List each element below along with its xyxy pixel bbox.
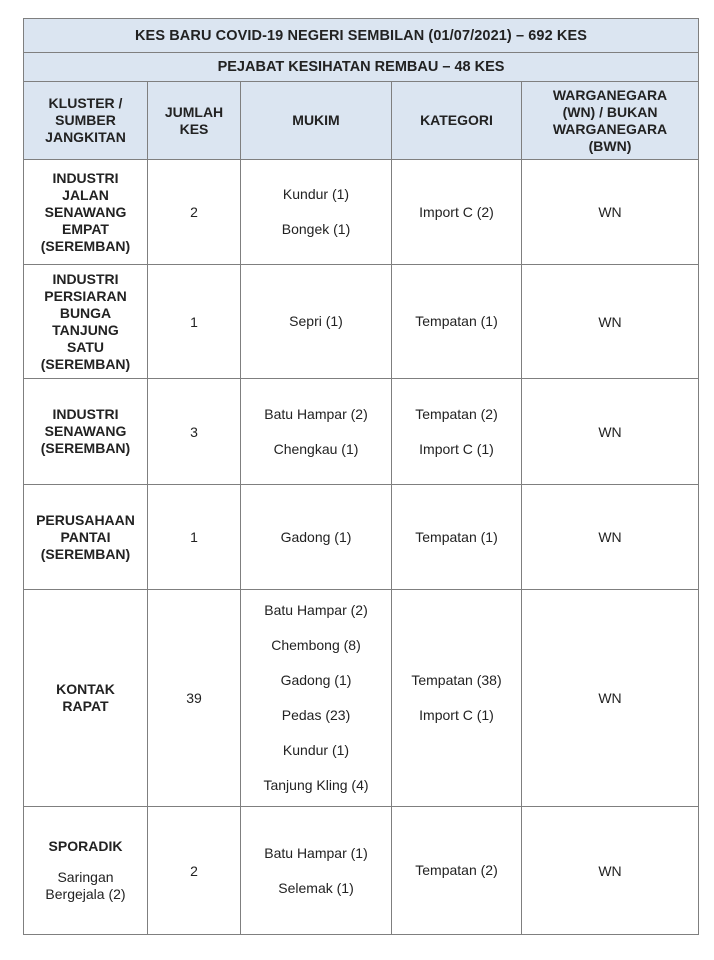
header-line: SUMBER xyxy=(55,112,116,128)
cluster-line: (SEREMBAN) xyxy=(40,545,131,562)
citizenship-cell: WN xyxy=(522,379,699,485)
citizenship-cell: WN xyxy=(522,485,699,590)
category-cell xyxy=(392,265,522,379)
category-entry: Import C (2) xyxy=(419,203,494,220)
cluster-line: INDUSTRI xyxy=(52,270,119,287)
mukim-entry: Chengkau (1) xyxy=(273,440,359,457)
cluster-line: BUNGA xyxy=(59,304,112,321)
cluster-line: EMPAT xyxy=(62,220,109,237)
table-row xyxy=(24,590,699,807)
cluster-line: TANJUNG xyxy=(52,321,119,338)
cluster-line: (SEREMBAN) xyxy=(40,440,131,456)
header-mukim: MUKIM xyxy=(241,82,392,160)
mukim-entry: Batu Hampar (2) xyxy=(264,405,368,422)
category-entry: Tempatan (2) xyxy=(415,405,498,422)
cluster-cell xyxy=(24,590,148,807)
cluster-line: SATU xyxy=(66,338,105,355)
subtitle-row xyxy=(24,53,699,82)
mukim-entry: Bongek (1) xyxy=(281,221,351,237)
mukim-entry: Tanjung Kling (4) xyxy=(263,777,369,793)
report-subtitle: PEJABAT KESIHATAN REMBAU – 48 KES xyxy=(24,53,699,82)
mukim-entry: Chembong (8) xyxy=(271,637,361,653)
title-row xyxy=(24,19,699,53)
header-count xyxy=(148,82,241,160)
cluster-cell xyxy=(24,265,148,379)
cluster-line: RAPAT xyxy=(62,698,109,714)
mukim-cell xyxy=(241,590,392,807)
count-cell: 1 xyxy=(148,485,241,590)
cluster-line: SENAWANG xyxy=(44,203,127,220)
count-cell: 39 xyxy=(148,590,241,807)
mukim-cell xyxy=(241,807,392,935)
count-cell: 2 xyxy=(148,160,241,265)
header-line: KES xyxy=(179,120,209,137)
category-entry: Import C (1) xyxy=(419,707,494,723)
category-entry: Tempatan (1) xyxy=(415,528,498,545)
header-line: WARGANEGARA xyxy=(552,120,668,137)
mukim-entry: Kundur (1) xyxy=(282,742,350,758)
header-row xyxy=(24,82,699,160)
mukim-entry: Gadong (1) xyxy=(280,672,352,688)
table-row xyxy=(24,379,699,485)
cluster-note-line: Saringan xyxy=(57,869,114,885)
mukim-cell xyxy=(241,379,392,485)
citizenship-cell: WN xyxy=(522,590,699,807)
mukim-cell xyxy=(241,160,392,265)
cluster-line: SPORADIK xyxy=(48,838,123,854)
mukim-entry: Batu Hampar (1) xyxy=(264,844,368,861)
table-row xyxy=(24,160,699,265)
cluster-line: INDUSTRI xyxy=(52,169,119,186)
cluster-line: PERSIARAN xyxy=(44,287,127,304)
category-cell xyxy=(392,590,522,807)
header-line: KLUSTER / xyxy=(48,95,123,111)
cluster-line: (SEREMBAN) xyxy=(40,355,131,372)
cluster-line: PANTAI xyxy=(60,528,111,545)
category-cell xyxy=(392,160,522,265)
cluster-line: KONTAK xyxy=(56,681,115,697)
mukim-entry: Pedas (23) xyxy=(281,707,351,723)
header-line: (BWN) xyxy=(588,137,632,154)
table-row xyxy=(24,485,699,590)
category-cell xyxy=(392,379,522,485)
category-entry: Tempatan (2) xyxy=(415,862,498,878)
mukim-cell xyxy=(241,485,392,590)
mukim-cell xyxy=(241,265,392,379)
covid-case-table xyxy=(23,18,699,935)
header-cluster xyxy=(24,82,148,160)
mukim-entry: Gadong (1) xyxy=(280,528,352,545)
header-citizenship xyxy=(522,82,699,160)
category-entry: Tempatan (1) xyxy=(415,313,498,329)
cluster-cell xyxy=(24,807,148,935)
cluster-line: INDUSTRI xyxy=(52,406,119,422)
category-entry: Import C (1) xyxy=(419,440,494,457)
header-line: JUMLAH xyxy=(164,103,224,120)
category-entry: Tempatan (38) xyxy=(411,672,502,688)
mukim-entry: Selemak (1) xyxy=(278,879,354,896)
citizenship-cell: WN xyxy=(522,160,699,265)
mukim-entry: Batu Hampar (2) xyxy=(264,602,368,618)
category-cell xyxy=(392,485,522,590)
citizenship-cell: WN xyxy=(522,265,699,379)
cluster-line: (SEREMBAN) xyxy=(40,237,131,254)
cluster-note-line: Bergejala (2) xyxy=(45,886,126,902)
count-cell: 2 xyxy=(148,807,241,935)
table-row xyxy=(24,265,699,379)
report-title: KES BARU COVID-19 NEGERI SEMBILAN (01/07/2021) – 692 KES xyxy=(24,19,699,53)
cluster-cell xyxy=(24,485,148,590)
citizenship-cell: WN xyxy=(522,807,699,935)
header-line: JANGKITAN xyxy=(45,129,126,145)
count-cell: 1 xyxy=(148,265,241,379)
cluster-line: PERUSAHAAN xyxy=(36,511,135,528)
table-row xyxy=(24,807,699,935)
cluster-line: SENAWANG xyxy=(44,423,127,439)
header-line: WARGANEGARA xyxy=(552,86,668,103)
header-line: (WN) / BUKAN xyxy=(562,103,658,120)
header-category: KATEGORI xyxy=(392,82,522,160)
count-cell: 3 xyxy=(148,379,241,485)
mukim-entry: Kundur (1) xyxy=(282,186,350,202)
mukim-entry: Sepri (1) xyxy=(289,313,343,329)
cluster-cell xyxy=(24,160,148,265)
cluster-line: JALAN xyxy=(62,186,109,203)
cluster-note xyxy=(28,869,143,903)
cluster-cell xyxy=(24,379,148,485)
category-cell xyxy=(392,807,522,935)
